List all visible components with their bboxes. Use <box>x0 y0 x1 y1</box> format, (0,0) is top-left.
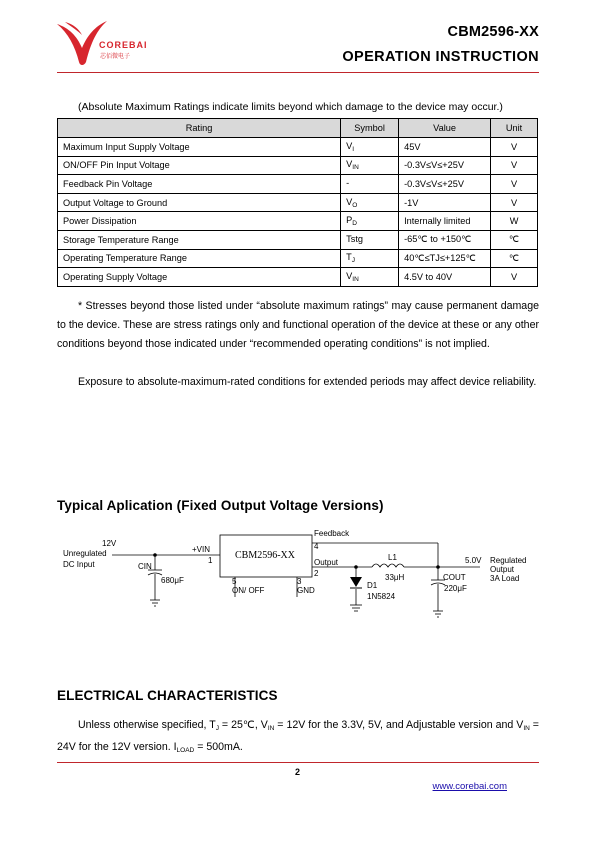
table-row <box>58 268 538 287</box>
stress-paragraph <box>57 297 539 355</box>
symbol-subscript: IN <box>352 275 359 283</box>
symbol-main: - <box>346 177 350 188</box>
input-label-line2: DC Input <box>63 560 95 569</box>
input-label-line1: Unregulated <box>63 549 107 558</box>
cin-label: CIN <box>138 562 152 571</box>
header-divider <box>57 72 539 73</box>
pin-2-label: 2 <box>314 569 319 578</box>
symbol-main: V <box>346 159 353 170</box>
symbol-main: Tstg <box>346 233 364 244</box>
onoff-label: ON/ OFF <box>232 586 265 595</box>
symbol-subscript: D <box>352 220 357 228</box>
inductor-value: 33μH <box>385 573 405 582</box>
symbol-subscript: IN <box>352 164 359 172</box>
column-header-value: Value <box>399 119 491 138</box>
rating-cell: Feedback Pin Voltage <box>58 175 341 194</box>
unit-cell: V <box>491 268 538 287</box>
gnd-label: GND <box>297 586 315 595</box>
page-number: 2 <box>294 767 300 777</box>
electrical-characteristics-heading: ELECTRICAL CHARACTERISTICS <box>57 688 278 703</box>
elec-text-1: Unless otherwise specified, T <box>78 719 216 731</box>
diode-symbol <box>350 577 362 587</box>
column-header-unit: Unit <box>491 119 538 138</box>
inductor-label: L1 <box>388 553 397 562</box>
symbol-cell <box>341 193 399 212</box>
table-row <box>58 138 538 157</box>
value-cell: -0.3V≤V≤+25V <box>399 175 491 194</box>
symbol-subscript: I <box>352 145 355 153</box>
ratings-note: (Absolute Maximum Ratings indicate limits beyond which damage to the device may occur.) <box>78 101 503 113</box>
elec-sub-1: J <box>215 725 219 732</box>
vin-pin-label: +VIN <box>192 545 211 554</box>
symbol-main: V <box>346 196 353 207</box>
website-link[interactable]: www.corebai.com <box>432 781 507 792</box>
table-row <box>58 249 538 268</box>
diode-label: D1 <box>367 581 378 590</box>
corebai-logo <box>55 18 160 70</box>
table-header-row <box>58 119 538 138</box>
rating-cell: Operating Supply Voltage <box>58 268 341 287</box>
rating-cell: Output Voltage to Ground <box>58 193 341 212</box>
symbol-cell <box>341 175 399 194</box>
elec-sub-2: IN <box>267 725 275 732</box>
table-row <box>58 175 538 194</box>
rating-cell: Power Dissipation <box>58 212 341 231</box>
unit-cell: W <box>491 212 538 231</box>
footer-divider <box>57 762 539 763</box>
value-cell: -65℃ to +150℃ <box>399 230 491 249</box>
typical-application-heading: Typical Aplication (Fixed Output Voltage Versions) <box>57 498 384 513</box>
exposure-paragraph <box>57 373 539 392</box>
table-row <box>58 193 538 212</box>
rating-cell: Operating Temperature Range <box>58 249 341 268</box>
value-cell: 40℃≤TJ≤+125℃ <box>399 249 491 268</box>
unit-cell: V <box>491 175 538 194</box>
elec-text-5: = 500mA. <box>194 741 243 753</box>
elec-sub-4: LOAD <box>176 747 195 754</box>
regulated-label-line1: Regulated <box>490 556 527 565</box>
value-cell: 45V <box>399 138 491 157</box>
value-cell: 4.5V to 40V <box>399 268 491 287</box>
unit-cell: ℃ <box>491 249 538 268</box>
symbol-cell <box>341 230 399 249</box>
stress-paragraph-text: * Stresses beyond those listed under “absolute maximum ratings” may cause permanent damage to the device. These are stress ratings only and functional operation of the device at these or any other conditions beyond those indicated under “recommended operating conditions” is not implied. <box>57 300 539 351</box>
elec-sub-3: IN <box>523 725 530 732</box>
pin-4-label: 4 <box>314 542 319 551</box>
chip-name: CBM2596-XX <box>235 550 296 561</box>
column-header-symbol: Symbol <box>341 119 399 138</box>
cin-value: 680μF <box>161 576 184 585</box>
pin-1-label: 1 <box>208 556 213 565</box>
cout-label: COUT <box>443 573 466 582</box>
symbol-main: V <box>346 140 353 151</box>
table-row <box>58 212 538 231</box>
document-subtitle: OPERATION INSTRUCTION <box>342 49 539 65</box>
symbol-main: V <box>346 270 353 281</box>
symbol-cell <box>341 156 399 175</box>
document-title: CBM2596-XX <box>447 24 539 40</box>
pin-3-label: 3 <box>297 577 302 586</box>
table-row <box>58 156 538 175</box>
typical-application-circuit-diagram <box>60 525 540 630</box>
unit-cell: V <box>491 156 538 175</box>
feedback-label: Feedback <box>314 529 350 538</box>
logo-text: COREBAI <box>99 40 148 50</box>
pin-5-label: 5 <box>232 577 237 586</box>
electrical-conditions-paragraph <box>57 716 539 760</box>
symbol-cell <box>341 138 399 157</box>
regulated-label-line3: 3A Load <box>490 574 520 583</box>
value-cell: Internally limited <box>399 212 491 231</box>
rating-cell: ON/OFF Pin Input Voltage <box>58 156 341 175</box>
symbol-subscript: J <box>351 257 356 265</box>
symbol-main: P <box>346 215 353 226</box>
elec-text-2: = 25℃, V <box>218 719 268 731</box>
output-voltage-label: 5.0V <box>465 556 482 565</box>
rating-cell: Storage Temperature Range <box>58 230 341 249</box>
cout-value: 220μF <box>444 584 467 593</box>
symbol-cell <box>341 249 399 268</box>
rating-cell: Maximum Input Supply Voltage <box>58 138 341 157</box>
exposure-paragraph-text: Exposure to absolute-maximum-rated conditions for extended periods may affect device reliability. <box>78 376 537 388</box>
value-cell: -0.3V≤V≤+25V <box>399 156 491 175</box>
symbol-subscript: O <box>352 201 358 209</box>
symbol-cell <box>341 268 399 287</box>
regulated-label-line2: Output <box>490 565 515 574</box>
symbol-main: T <box>346 252 352 263</box>
elec-text-3: = 12V for the 3.3V, 5V, and Adjustable version and V <box>274 719 524 731</box>
output-label: Output <box>314 558 339 567</box>
input-voltage-label: 12V <box>102 539 117 548</box>
unit-cell: V <box>491 138 538 157</box>
logo-chinese-text: 芯佰微电子 <box>100 54 131 60</box>
unit-cell: V <box>491 193 538 212</box>
symbol-cell <box>341 212 399 231</box>
diode-part: 1N5824 <box>367 592 396 601</box>
absolute-maximum-ratings-table <box>57 118 538 287</box>
unit-cell: ℃ <box>491 230 538 249</box>
column-header-rating: Rating <box>58 119 341 138</box>
table-row <box>58 230 538 249</box>
value-cell: -1V <box>399 193 491 212</box>
elec-text-4: = 24V for the 12V version. I <box>57 719 539 753</box>
